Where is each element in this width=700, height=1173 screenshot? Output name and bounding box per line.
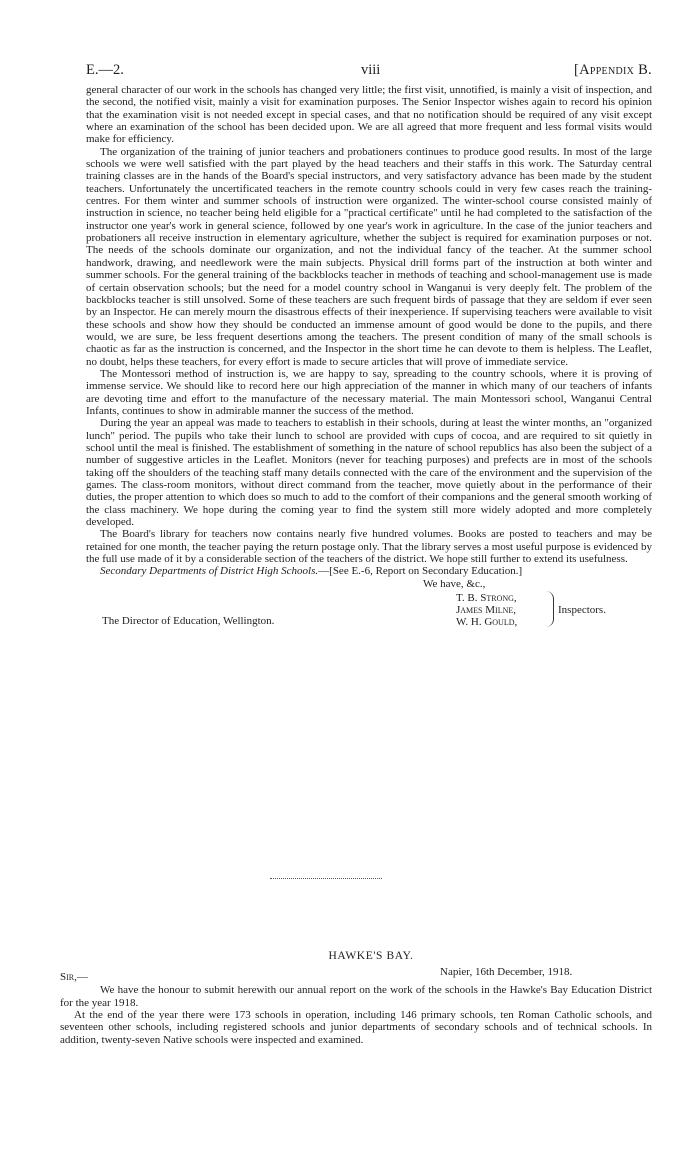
paragraph: The organization of the training of junior teachers and probationers continues to produce good results. In most of the large schools we were well satisfied with the part played by the head teachers and their staffs in this work. The Saturday central training classes are in the hands of the Board's special instructors, and very satisfactory advance has been made by the student teachers. Unfortunately the uncertificated teachers in the remote country schools could in very few cases reach the training-centres. For them winter and summer schools of instruction were organized. The winter-school course consisted mainly of instruction in science, no teacher being held eligible for a "practical certificate" until he had completed to the satisfaction of the instructor one year's work in general science, followed by one year's work in agriculture. In the case of the junior teachers and probationers all receive instruction in elementary agriculture, whether the subject is required for examination purposes or not. The needs of the schools dominate our organization, and not the individual fancy of the teacher. At the summer school handwork, drawing, and needlework were the main subjects. Physical drill forms part of the instruction at both winter and summer schools. For the general training of the backblocks teacher in methods of teaching and school-management use is made of certain observation schools; but the need for a model country school in Wanganui is very deeply felt. The problem of the backblocks teacher is still unsolved. Some of these teachers are such frequent birds of passage that they are seldom if ever seen by an Inspector. He can merely mourn the disastrous effects of their inexperience. If supervising teachers were available to visit these schools and show how they should be conducted an immense amount of good would be done to the pupils, and there would, we are sure, be less frequent desertions among the teachers. The present condition of many of the small schools is chaotic as far as the instruction is concerned, and the Inspector in the short time he can devote to them is helpless. The Leaflet, no doubt, helps these teachers, for every effort is made to secure articles that will prove of immediate service. xyxy=(86,145,652,368)
brace xyxy=(546,591,554,627)
salutation: Sir,— xyxy=(60,971,88,984)
section-title: HAWKE'S BAY. xyxy=(328,950,414,962)
letter-head xyxy=(60,962,652,984)
section-divider xyxy=(270,878,382,879)
paragraph: We have the honour to submit herewith our annual report on the work of the schools in the Hawke's Bay Education District for the year 1918. xyxy=(60,984,652,1009)
signatories xyxy=(456,592,517,629)
addressee: The Director of Education, Wellington. xyxy=(102,614,275,627)
paragraph: The Montessori method of instruction is, we are happy to say, spreading to the country schools, where it is proving of immense service. We should like to record here our high appreciation of the manner in which many of our teachers of infants are devoting time and effort to the manufacture of the necessary material. The main Montessori school, Wanganui Central Infants, continues to show in admirable manner the success of the method. xyxy=(86,367,652,417)
secondary-departments-note xyxy=(86,565,652,577)
paragraph: During the year an appeal was made to teachers to establish in their schools, during at least the winter months, an "organized lunch" period. The pupils who take their lunch to school are provided with cups of cocoa, and are required to sit quietly in school until the meal is finished. The establishment of something in the nature of school republics has also been the subject of a number of suggestive articles in the Leaflet. Monitors (never for teaching purposes) and prefects are in most of the schools taking off the shoulders of the teaching staff many details connected with the care of the environment and the supervision of the games. The class-room monitors, without direct command from the teacher, move quietly about in the performance of their duties, the proper attention to which does so much to add to the comfort of their companions and the general smooth working of the class machinery. We hope during the coming year to find the system still more widely adopted and more completely developed. xyxy=(86,417,652,529)
header-appendix: [Appendix B. xyxy=(573,62,652,78)
signatory: T. B. Strong, xyxy=(456,591,517,604)
signatory: W. H. Gould, xyxy=(456,616,518,629)
place-date: Napier, 16th December, 1918. xyxy=(440,966,573,979)
paragraph: general character of our work in the schools has changed very little; the first visit, unnotified, is mainly a visit of inspection, and the second, the notified visit, mainly a visit for examination purposes. The Senior Inspector wishes again to record his opinion that the examination visit is not needed except in special cases, and that no notification should be required of any visit except where an examination of the school has been decided upon. We are all agreed that more frequent and less formal visits would make for efficiency. xyxy=(86,84,652,146)
header-reference: E.—2. xyxy=(86,62,124,78)
report-body xyxy=(86,84,652,578)
page-header xyxy=(86,62,652,84)
signatory: James Milne, xyxy=(456,604,517,617)
secondary-title: Secondary Departments of District High Schools. xyxy=(100,565,319,578)
paragraph: The Board's library for teachers now contains nearly five hundred volumes. Books are posted to teachers and may be retained for one month, the teacher paying the return postage only. That the library serves a most useful purpose is evidenced by the full use made of it by a considerable section of the teachers of the district. We hope still further to extend its usefulness. xyxy=(86,528,652,566)
secondary-reference: —[See E.-6, Report on Secondary Education.] xyxy=(318,565,523,578)
paragraph: At the end of the year there were 173 schools in operation, including 146 primary schools, ten Roman Catholic schools, and seventeen other schools, including registered schools and junior departments of secondary schools and of technical schools. In addition, twenty-seven Native schools were inspected and examined. xyxy=(60,1009,652,1046)
report-page xyxy=(86,62,652,638)
page-number: viii xyxy=(361,62,381,78)
signatory-role: Inspectors. xyxy=(558,603,606,616)
closing-phrase: We have, &c., xyxy=(423,577,486,590)
signature-block xyxy=(86,578,652,638)
hawkes-bay-report xyxy=(60,950,652,1046)
